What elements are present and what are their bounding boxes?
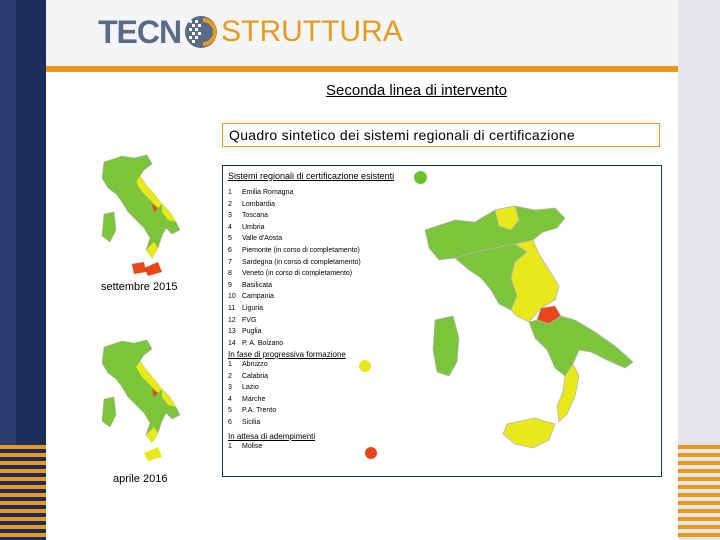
progressive-dot	[359, 360, 371, 372]
existing-item-number: 10	[228, 293, 236, 301]
logo-text-tecn: TECN	[98, 13, 182, 50]
progressive-item-label: Abruzzo	[242, 361, 268, 368]
progressive-item-label: Calabria	[242, 372, 269, 380]
progressive-item-number: 6	[228, 419, 232, 426]
subtitle-box	[222, 123, 660, 147]
italy-map-small-2015	[92, 150, 187, 280]
existing-item-label: Lombardia	[242, 200, 276, 208]
progressive-item-label: Sicilia	[242, 419, 261, 426]
existing-item-label: Emilia Romagna	[242, 189, 294, 196]
existing-systems-dot	[414, 171, 427, 184]
page-subtitle: Quadro sintetico dei sistemi regionali di certificazione	[229, 127, 575, 143]
pending-item-label: Molise	[242, 443, 263, 450]
existing-item-number: 4	[228, 223, 232, 231]
pending-heading: In attesa di adempimenti	[228, 432, 316, 441]
progressive-item-label: Lazio	[242, 384, 259, 392]
header-orange-bar	[46, 66, 678, 72]
pending-item-number: 1	[228, 443, 232, 450]
pending-dot	[365, 447, 377, 459]
progressive-item-label: Marche	[242, 395, 266, 403]
existing-item-number: 11	[228, 305, 236, 312]
italy-map-large	[415, 200, 650, 465]
existing-item-number: 14	[228, 339, 236, 347]
existing-item-number: 8	[228, 270, 232, 278]
existing-item-label: Piemonte (in corso di completamento)	[242, 247, 360, 254]
existing-item-number: 13	[228, 328, 236, 336]
right-stripes-decoration	[678, 445, 720, 540]
progressive-item-number: 1	[228, 361, 232, 368]
existing-item-number: 1	[228, 189, 232, 196]
existing-item-label: FVG	[242, 316, 257, 324]
existing-item-number: 6	[228, 247, 232, 254]
logo-mark-icon	[183, 14, 219, 50]
existing-item-number: 5	[228, 235, 232, 243]
existing-item-label: Veneto (in corso di completamento)	[242, 270, 353, 278]
progressive-item-number: 2	[228, 372, 232, 380]
italy-map-small-2016	[92, 335, 187, 465]
existing-systems-heading: Sistemi regionali di certificazione esistenti	[228, 171, 395, 181]
map-label-2015: settembre 2015	[101, 281, 178, 293]
progressive-item-label: P.A. Trento	[242, 407, 277, 415]
logo-text-struttura: STRUTTURA	[221, 15, 403, 48]
progressive-item-number: 4	[228, 395, 232, 403]
progressive-heading: In fase di progressiva formazione	[228, 350, 346, 359]
existing-item-label: Valle d'Aosta	[242, 235, 283, 243]
existing-item-number: 2	[228, 200, 232, 208]
existing-item-number: 9	[228, 281, 232, 289]
map-label-2016: aprile 2016	[113, 473, 168, 485]
existing-item-number: 12	[228, 316, 236, 324]
existing-item-label: P. A. Bolzano	[242, 339, 284, 347]
left-stripes-decoration	[0, 445, 46, 540]
existing-item-label: Umbria	[242, 223, 265, 231]
existing-item-label: Liguria	[242, 305, 264, 312]
existing-item-label: Toscana	[242, 212, 269, 220]
progressive-item-number: 3	[228, 384, 232, 392]
existing-item-number: 3	[228, 212, 232, 220]
existing-item-number: 7	[228, 258, 232, 266]
logo	[98, 12, 403, 52]
existing-item-label: Campania	[242, 293, 274, 301]
progressive-item-number: 5	[228, 407, 232, 415]
existing-item-label: Basilicata	[242, 281, 272, 289]
existing-item-label: Sardegna (in corso di completamento)	[242, 258, 361, 266]
page-title: Seconda linea di intervento	[326, 82, 507, 99]
existing-item-label: Puglia	[242, 328, 262, 336]
